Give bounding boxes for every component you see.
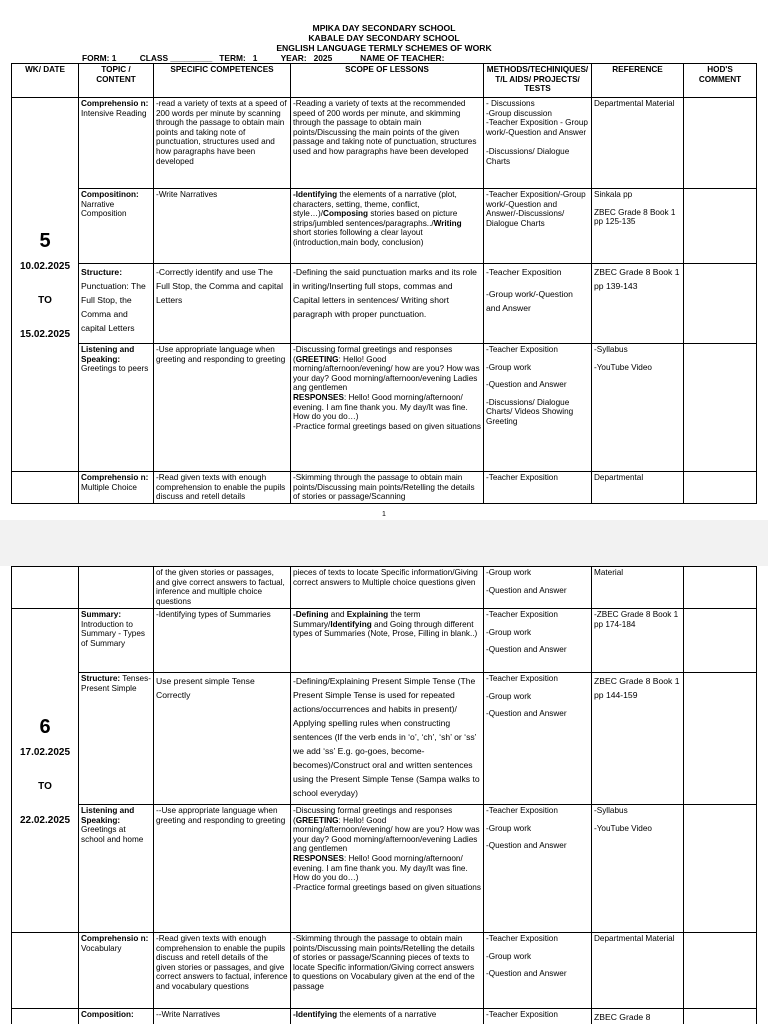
week-from-date: 17.02.2025 (19, 746, 71, 758)
hod-comment-cell (684, 673, 757, 805)
scope-text: the elements of a narrative (plot, characters, setting, theme, conflict, style…)/ (293, 190, 457, 219)
competence-cell: -Use appropriate language when greeting and responding to greeting (154, 344, 291, 472)
scope-text: the term Summary/ (293, 610, 421, 629)
methods-line: -Question and Answer (486, 709, 567, 719)
week-from-date: 10.02.2025 (19, 260, 71, 272)
hod-comment-cell (684, 189, 757, 264)
reference-line: Sinkala pp (594, 190, 633, 199)
col-header-reference: REFERENCE (592, 64, 684, 98)
topic-text: Tenses-Present Simple (81, 674, 151, 693)
topic-cell (79, 189, 154, 264)
scope-text: and (328, 610, 347, 619)
methods-line: -Group work (486, 951, 532, 961)
methods-line: -Teacher Exposition (486, 267, 562, 277)
reference-cell: Departmental (592, 472, 684, 504)
topic-title: Composition: (81, 1010, 134, 1019)
scope-text: : Hello! Good morning/afternoon/evening/ how are you? How was your day? Good morning/afternoon/evening Ladies ang gentlemen (293, 354, 480, 393)
methods-line: -Group work (486, 691, 532, 701)
scope-keyword: GREETING (295, 354, 339, 364)
methods-line: -Group work (486, 627, 532, 637)
scope-cell: -Defining/Explaining Present Simple Tense (The Present Simple Tense is used for repeated actions/occurrences and habits in present)/ Applying spelling rules when constructing sentences (If the verb ends in ‘o’, ‘ch’, ‘sh’ or ‘ss’ we add ‘ss’ E.g. go-goes, become-becomes)/Construct oral and written sentences using the Present Simple Tense (Sampa walks to school everyday) (291, 673, 484, 805)
reference-cell (592, 805, 684, 933)
reference-cell: ZBEC Grade 8 Book 1 pp 144-159 (592, 673, 684, 805)
scope-keyword: Explaining (346, 610, 389, 619)
topic-title: Comprehensio n: (81, 934, 149, 943)
week-cell (12, 609, 79, 933)
scope-keyword: RESPONSES (293, 853, 344, 863)
methods-line: -Question and Answer (486, 841, 567, 851)
topic-text: Narrative Composition (81, 199, 127, 219)
col-header-wk-date: WK/ DATE (12, 64, 79, 98)
scope-text: : Hello! Good morning/afternoon/evening/ how are you? How was your day? Good morning/afternoon/evening Ladies ang gentlemen (293, 815, 480, 854)
scope-cell (291, 805, 484, 933)
topic-title: Compositinon: (81, 190, 139, 199)
methods-cell: -Teacher Exposition (484, 1009, 592, 1024)
topic-cell (79, 609, 154, 673)
table-row (12, 264, 757, 344)
topic-title: Summary: (81, 610, 122, 619)
col-header-hod-comment: HOD'S COMMENT (684, 64, 757, 98)
competence-cell: -Correctly identify and use The Full Stop, the Comma and capital Letters (154, 264, 291, 344)
methods-line: -Discussions/ Dialogue Charts/ Videos Showing Greeting (486, 397, 574, 426)
scope-keyword: Writing (433, 218, 462, 228)
scope-text: -Discussing formal greetings and responses ( (293, 345, 453, 364)
competence-cell: -Identifying types of Summaries (154, 609, 291, 673)
week-number: 6 (39, 715, 51, 738)
scope-cell (291, 1009, 484, 1024)
school-name-1: MPIKA DAY SECONDARY SCHOOL (312, 23, 456, 33)
week-cell (12, 567, 79, 609)
scope-keyword: Identifying (330, 619, 372, 629)
document-header (0, 0, 768, 53)
topic-title: Structure: (81, 267, 123, 277)
competence-cell: -Read given texts with enough comprehension to enable the pupils discuss and retell details (154, 472, 291, 504)
methods-line: -Teacher Exposition (486, 610, 558, 619)
reference-cell (592, 344, 684, 472)
scope-cell: -Skimming through the passage to obtain main points/Discussing main points/Retelling the details of stories or passage/Scanning pieces of texts to locate Specific information/Giving correct answers to questions on Vocabulary given at the end of the passage (291, 933, 484, 1009)
table-row (12, 567, 757, 609)
methods-line: -Teacher Exposition (486, 345, 558, 354)
week-cell (12, 472, 79, 504)
topic-text: Greetings at school and home (81, 825, 144, 844)
topic-cell (79, 805, 154, 933)
scope-cell (291, 189, 484, 264)
scope-text: : Hello! Good morning/afternoon/ evening. I am fine thank you. My day/It was fine. How do you do…) -Practice formal greetings based on given situations (293, 392, 481, 431)
scope-cell: -Skimming through the passage to obtain main points/Discussing main points/Retelling the details of stories or passage/Scanning (291, 472, 484, 504)
topic-title: Listening and Speaking: (81, 806, 135, 825)
scope-text: -Discussing formal greetings and responses ( (293, 806, 453, 825)
form-info-line: FORM: 1 CLASS _________ TERM: 1 YEAR: 2025 NAME OF TEACHER: (82, 53, 445, 63)
reference-line: -YouTube Video (594, 362, 652, 372)
scope-keyword: GREETING (295, 815, 339, 825)
hod-comment-cell (684, 609, 757, 673)
topic-cell (79, 933, 154, 1009)
col-header-competences: SPECIFIC COMPETENCES (154, 64, 291, 98)
topic-cell (79, 673, 154, 805)
topic-title: Listening and Speaking: (81, 345, 135, 364)
week-to-date: 22.02.2025 (19, 814, 71, 826)
reference-line: -Syllabus (594, 806, 628, 815)
reference-cell (592, 189, 684, 264)
methods-cell (484, 344, 592, 472)
competence-cell: -Write Narratives (154, 189, 291, 264)
scope-keyword: -Identifying (293, 190, 338, 199)
week-to-date: 15.02.2025 (19, 328, 71, 340)
reference-cell: Departmental Material (592, 98, 684, 189)
methods-line: -Teacher Exposition (486, 806, 558, 815)
week-to-word: TO (38, 780, 52, 792)
hod-comment-cell (684, 1009, 757, 1024)
col-header-scope: SCOPE OF LESSONS (291, 64, 484, 98)
reference-cell: ZBEC Grade 8 Book 1 pp 139-143 (592, 264, 684, 344)
topic-cell (79, 1009, 154, 1024)
col-header-methods: METHODS/TECHINIQUES/ T/L AIDS/ PROJECTS/ TESTS (484, 64, 592, 98)
scope-cell: -Reading a variety of texts at the recommended speed of 200 words per minute, and skimming through the passage to obtain main points/Discussing the main points of the given passage and taking note of punctuation, structures used and how paragraphs have been developed (291, 98, 484, 189)
methods-line: -Question and Answer (486, 585, 567, 595)
methods-line: -Group work/-Question and Answer (486, 289, 573, 313)
topic-text: Punctuation: The Full Stop, the Comma and capital Letters (81, 281, 146, 333)
competence-cell: of the given stories or passages, and give correct answers to factual, inference and multiple choice questions (154, 567, 291, 609)
scope-text: : Hello! Good morning/afternoon/ evening. I am fine thank you. My day/It was fine. How do you do…) -Practice formal greetings based on given situations (293, 853, 481, 892)
topic-text: Introduction to Summary - Types of Summary (81, 619, 145, 648)
competence-cell: Use present simple Tense Correctly (154, 673, 291, 805)
topic-cell (79, 98, 154, 189)
reference-cell: Material (592, 567, 684, 609)
page-separator (0, 520, 768, 566)
scope-keyword: Composing (323, 209, 369, 219)
table-row (12, 98, 757, 189)
scope-keyword: RESPONSES (293, 392, 344, 402)
table-row (12, 609, 757, 673)
methods-cell: -Teacher Exposition/-Group work/-Question and Answer/-Discussions/ Dialogue Charts (484, 189, 592, 264)
reference-line: -Syllabus (594, 345, 628, 354)
hod-comment-cell (684, 805, 757, 933)
week-cell (12, 933, 79, 1009)
methods-cell: - Discussions -Group discussion -Teacher Exposition - Group work/-Question and Answer -Discussions/ Dialogue Charts (484, 98, 592, 189)
topic-text: Multiple Choice (81, 482, 137, 492)
table-row (12, 673, 757, 805)
methods-line: -Question and Answer (486, 645, 567, 655)
competence-cell: -Read given texts with enough comprehension to enable the pupils discuss and retell details of the given stories or passages, and give correct answers to factual, inference and vocabulary questions (154, 933, 291, 1009)
school-name-2: KABALE DAY SECONDARY SCHOOL (308, 33, 460, 43)
methods-cell: -Teacher Exposition (484, 472, 592, 504)
scope-text: the elements of a narrative (337, 1010, 437, 1019)
reference-cell: -ZBEC Grade 8 Book 1 pp 174-184 (592, 609, 684, 673)
scheme-table-page-2 (11, 566, 757, 1024)
topic-text: Intensive Reading (81, 108, 147, 118)
scheme-table-page-1 (11, 63, 757, 504)
reference-cell: ZBEC Grade 8 (592, 1009, 684, 1024)
table-row (12, 344, 757, 472)
topic-text: Greetings to peers (81, 364, 149, 374)
methods-cell (484, 567, 592, 609)
hod-comment-cell (684, 98, 757, 189)
document-title: ENGLISH LANGUAGE TERMLY SCHEMES OF WORK (276, 43, 492, 53)
competence-cell: --Write Narratives (154, 1009, 291, 1024)
table-row (12, 933, 757, 1009)
methods-line: -Group work (486, 568, 532, 577)
methods-line: -Group work (486, 362, 532, 372)
week-to-word: TO (38, 294, 52, 306)
scope-text: stories based on picture strips/jumbled sentences/paragraphs../ (293, 209, 458, 228)
scope-cell (291, 344, 484, 472)
hod-comment-cell (684, 264, 757, 344)
methods-cell (484, 933, 592, 1009)
scope-cell: pieces of texts to locate Specific information/Giving correct answers to Multiple choice questions given (291, 567, 484, 609)
competence-cell: -read a variety of texts at a speed of 200 words per minute by scanning through the passage to obtain main points and taking note of punctuation, structures used and how paragraphs have been developed (154, 98, 291, 189)
methods-line: -Teacher Exposition (486, 934, 558, 943)
page-number: 1 (382, 511, 386, 518)
topic-title: Structure: (81, 674, 121, 683)
methods-cell (484, 673, 592, 805)
reference-line: ZBEC Grade 8 Book 1 pp 125-135 (594, 207, 676, 227)
hod-comment-cell (684, 567, 757, 609)
methods-line: -Teacher Exposition (486, 674, 558, 683)
scope-text: short stories following a clear layout (introduction,main body, conclusion) (293, 228, 424, 247)
scope-keyword: -Defining (293, 610, 329, 619)
table-row (12, 189, 757, 264)
methods-cell (484, 805, 592, 933)
competence-cell: --Use appropriate language when greeting and responding to greeting (154, 805, 291, 933)
topic-text: Vocabulary (81, 943, 122, 953)
hod-comment-cell (684, 344, 757, 472)
topic-title: Comprehensio n: (81, 99, 149, 108)
col-header-topic: TOPIC / CONTENT (79, 64, 154, 98)
reference-cell: Departmental Material (592, 933, 684, 1009)
topic-cell (79, 472, 154, 504)
scope-cell (291, 609, 484, 673)
scope-cell: -Defining the said punctuation marks and its role in writing/Inserting full stops, commas and Capital letters in sentences/ Writing short paragraph with proper punctuation. (291, 264, 484, 344)
topic-cell (79, 344, 154, 472)
methods-line: -Question and Answer (486, 969, 567, 979)
hod-comment-cell (684, 472, 757, 504)
table-row (12, 1009, 757, 1024)
methods-line: -Question and Answer (486, 380, 567, 390)
scope-keyword: -Identifying (293, 1010, 338, 1019)
topic-cell (79, 264, 154, 344)
methods-cell (484, 609, 592, 673)
methods-cell (484, 264, 592, 344)
topic-title: Comprehensio n: (81, 473, 149, 482)
week-cell (12, 98, 79, 472)
scope-text: and Going through different types of Summaries (Note, Prose, Filling in blank..) (293, 619, 478, 639)
week-cell (12, 1009, 79, 1024)
week-number: 5 (39, 229, 51, 252)
topic-cell (79, 567, 154, 609)
hod-comment-cell (684, 933, 757, 1009)
table-header-row (12, 64, 757, 98)
document-page-2 (0, 566, 768, 1024)
table-row (12, 805, 757, 933)
methods-line: -Group work (486, 823, 532, 833)
table-row (12, 472, 757, 504)
reference-line: -YouTube Video (594, 823, 652, 833)
